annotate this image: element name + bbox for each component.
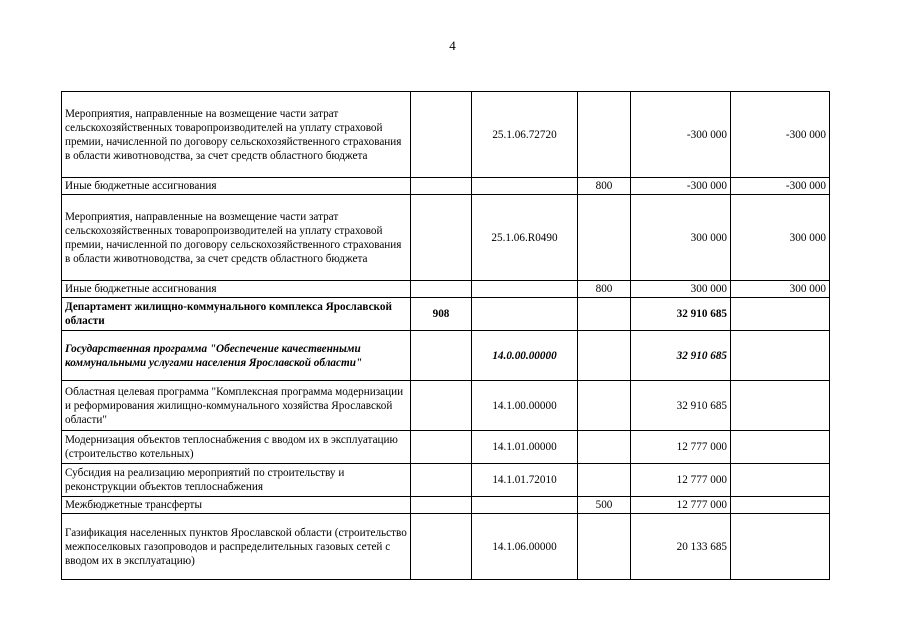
cell-target-article: 14.1.01.72010 xyxy=(472,464,578,497)
cell-department-code xyxy=(411,331,472,381)
cell-target-article xyxy=(472,497,578,514)
cell-department-code xyxy=(411,431,472,464)
cell-sum-1: 20 133 685 xyxy=(631,514,731,580)
cell-department-code xyxy=(411,281,472,298)
cell-department-code xyxy=(411,464,472,497)
cell-sum-2 xyxy=(731,514,830,580)
cell-expense-type xyxy=(578,381,631,431)
table-row xyxy=(62,431,830,464)
cell-name: Государственная программа "Обеспечение качественными коммунальными услугами населения Ярославской области" xyxy=(62,331,411,381)
cell-name: Газификация населенных пунктов Ярославской области (строительство межпоселковых газопроводов и распределительных газовых сетей с вводом их в эксплуатацию) xyxy=(62,514,411,580)
cell-sum-1: 12 777 000 xyxy=(631,431,731,464)
cell-expense-type: 800 xyxy=(578,281,631,298)
table-row xyxy=(62,92,830,178)
cell-target-article xyxy=(472,298,578,331)
cell-expense-type xyxy=(578,331,631,381)
cell-name: Мероприятия, направленные на возмещение части затрат сельскохозяйственных товаропроизводителей на уплату страховой премии, начисленной по договору сельскохозяйственного страхования в области животноводства, за счет средств областного бюджета xyxy=(62,92,411,178)
cell-target-article xyxy=(472,281,578,298)
page-number: 4 xyxy=(449,38,456,53)
cell-expense-type xyxy=(578,431,631,464)
cell-target-article: 25.1.06.72720 xyxy=(472,92,578,178)
cell-target-article: 25.1.06.R0490 xyxy=(472,195,578,281)
cell-department-code xyxy=(411,497,472,514)
cell-sum-2 xyxy=(731,464,830,497)
cell-department-code: 908 xyxy=(411,298,472,331)
cell-name: Иные бюджетные ассигнования xyxy=(62,281,411,298)
table-row xyxy=(62,514,830,580)
cell-sum-1: 12 777 000 xyxy=(631,497,731,514)
cell-target-article: 14.0.00.00000 xyxy=(472,331,578,381)
cell-sum-1: 32 910 685 xyxy=(631,298,731,331)
cell-name: Мероприятия, направленные на возмещение части затрат сельскохозяйственных товаропроизводителей на уплату страховой премии, начисленной по договору сельскохозяйственного страхования в области животноводства, за счет средств областного бюджета xyxy=(62,195,411,281)
cell-sum-2: -300 000 xyxy=(731,92,830,178)
cell-sum-1: 12 777 000 xyxy=(631,464,731,497)
table-row xyxy=(62,331,830,381)
cell-department-code xyxy=(411,92,472,178)
cell-target-article: 14.1.01.00000 xyxy=(472,431,578,464)
cell-sum-1: 300 000 xyxy=(631,281,731,298)
table-row xyxy=(62,464,830,497)
budget-table xyxy=(61,91,830,580)
cell-sum-2 xyxy=(731,331,830,381)
table-row xyxy=(62,195,830,281)
cell-department-code xyxy=(411,514,472,580)
cell-sum-1: 32 910 685 xyxy=(631,331,731,381)
cell-expense-type xyxy=(578,464,631,497)
cell-sum-1: -300 000 xyxy=(631,92,731,178)
table-row xyxy=(62,381,830,431)
cell-sum-2: 300 000 xyxy=(731,281,830,298)
cell-sum-1: 32 910 685 xyxy=(631,381,731,431)
cell-name: Иные бюджетные ассигнования xyxy=(62,178,411,195)
cell-target-article: 14.1.00.00000 xyxy=(472,381,578,431)
cell-name: Межбюджетные трансферты xyxy=(62,497,411,514)
table-row xyxy=(62,497,830,514)
cell-sum-2 xyxy=(731,381,830,431)
cell-name: Департамент жилищно-коммунального комплекса Ярославской области xyxy=(62,298,411,331)
cell-name: Областная целевая программа "Комплексная программа модернизации и реформирования жилищно-коммунального хозяйства Ярославской области" xyxy=(62,381,411,431)
cell-expense-type: 500 xyxy=(578,497,631,514)
cell-sum-1: -300 000 xyxy=(631,178,731,195)
cell-department-code xyxy=(411,195,472,281)
budget-table-body xyxy=(62,92,830,580)
cell-expense-type xyxy=(578,514,631,580)
cell-name: Субсидия на реализацию мероприятий по строительству и реконструкции объектов теплоснабжения xyxy=(62,464,411,497)
table-row xyxy=(62,281,830,298)
cell-target-article xyxy=(472,178,578,195)
table-row xyxy=(62,178,830,195)
table-row xyxy=(62,298,830,331)
cell-expense-type xyxy=(578,92,631,178)
cell-target-article: 14.1.06.00000 xyxy=(472,514,578,580)
cell-expense-type xyxy=(578,298,631,331)
cell-department-code xyxy=(411,178,472,195)
cell-sum-2: -300 000 xyxy=(731,178,830,195)
cell-sum-2 xyxy=(731,431,830,464)
cell-sum-2 xyxy=(731,497,830,514)
cell-expense-type xyxy=(578,195,631,281)
cell-sum-2 xyxy=(731,298,830,331)
cell-name: Модернизация объектов теплоснабжения с вводом их в эксплуатацию (строительство котельных) xyxy=(62,431,411,464)
cell-expense-type: 800 xyxy=(578,178,631,195)
cell-department-code xyxy=(411,381,472,431)
cell-sum-2: 300 000 xyxy=(731,195,830,281)
cell-sum-1: 300 000 xyxy=(631,195,731,281)
